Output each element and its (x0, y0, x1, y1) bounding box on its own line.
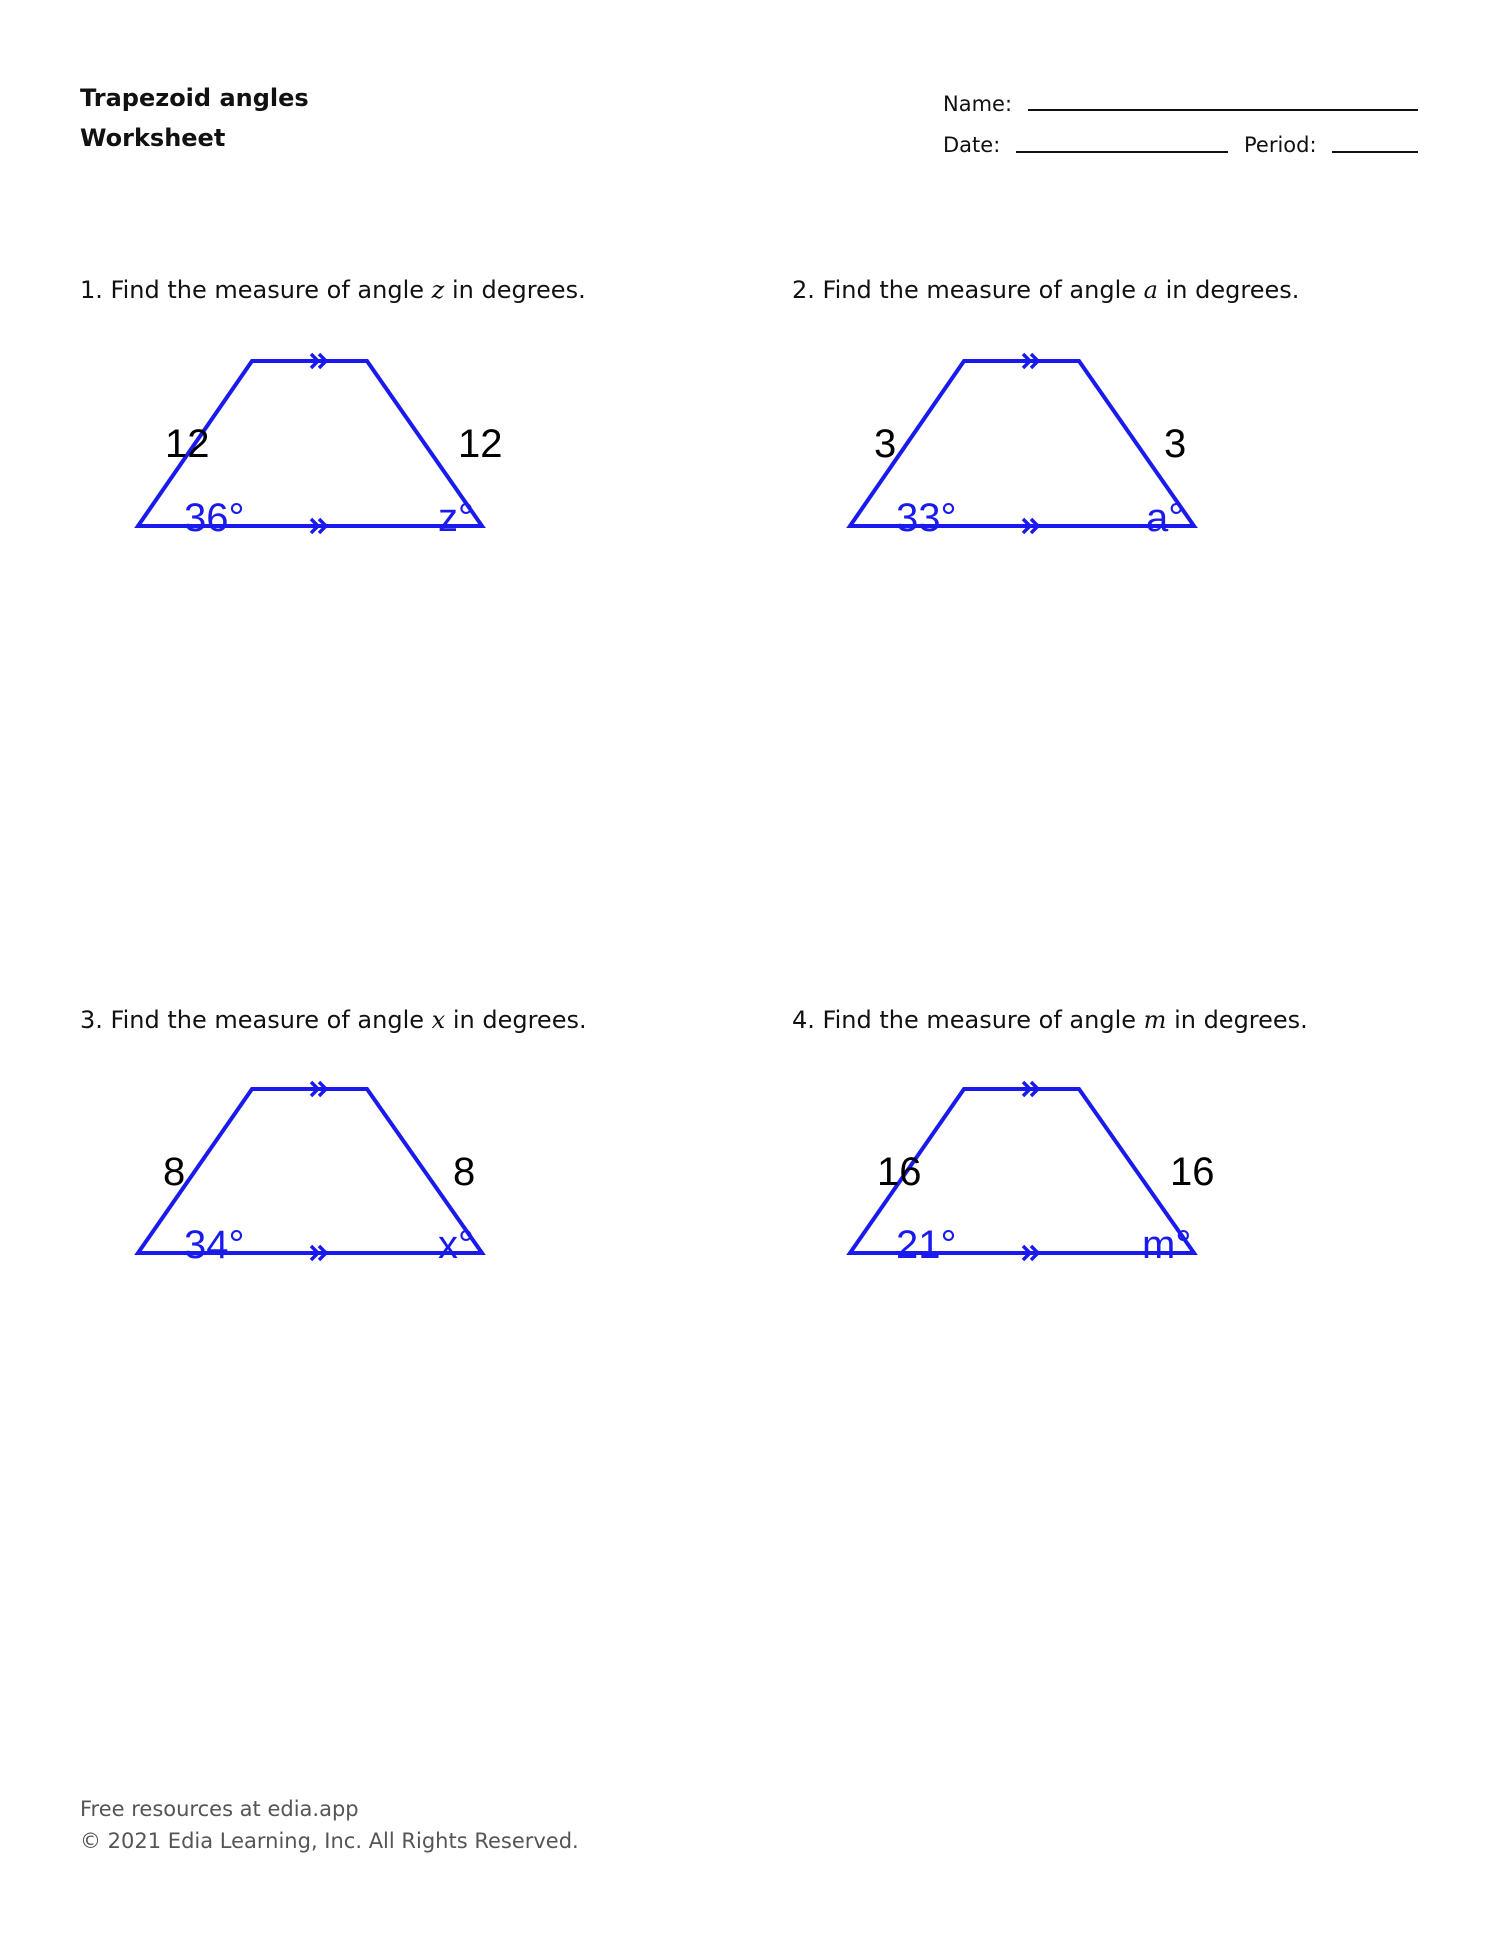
period-label: Period: (1244, 133, 1317, 157)
problem-3-question (80, 1006, 587, 1034)
problem-number: 1. (80, 276, 103, 304)
problem-number: 2. (792, 276, 815, 304)
problem-4-trapezoid (832, 1070, 1332, 1310)
given-angle: 33° (896, 496, 957, 540)
question-suffix: in degrees. (452, 1006, 587, 1034)
parallel-marker-icon (1023, 354, 1038, 533)
trapezoid-shape (120, 1070, 620, 1310)
side-length-right: 3 (1164, 422, 1187, 466)
unknown-angle: m° (1142, 1223, 1192, 1267)
period-field-line[interactable] (1332, 151, 1418, 153)
question-prefix: Find the measure of angle (110, 276, 425, 304)
problem-number: 4. (792, 1006, 815, 1034)
date-field-line[interactable] (1016, 151, 1228, 153)
given-angle: 34° (184, 1223, 245, 1267)
problem-1-trapezoid (120, 340, 620, 580)
date-label: Date: (943, 133, 1001, 157)
problem-2-question (792, 276, 1299, 304)
side-length-left: 12 (165, 422, 210, 466)
question-prefix: Find the measure of angle (822, 276, 1137, 304)
question-suffix: in degrees. (1174, 1006, 1308, 1034)
unknown-angle: z° (438, 496, 474, 540)
side-length-left: 3 (874, 422, 897, 466)
side-length-left: 16 (877, 1150, 922, 1194)
angle-variable: a (1143, 276, 1158, 304)
name-field-line[interactable] (1028, 109, 1418, 111)
side-length-right: 8 (453, 1150, 476, 1194)
footer-copyright: © 2021 Edia Learning, Inc. All Rights Reserved. (80, 1829, 579, 1853)
problem-1-question (80, 276, 586, 304)
footer-resources: Free resources at edia.app (80, 1797, 359, 1821)
given-angle: 36° (184, 496, 245, 540)
unknown-angle: x° (438, 1223, 474, 1267)
parallel-marker-icon (1023, 1082, 1038, 1260)
given-angle: 21° (896, 1223, 957, 1267)
side-length-left: 8 (163, 1150, 186, 1194)
side-length-right: 16 (1170, 1150, 1215, 1194)
side-length-right: 12 (458, 422, 503, 466)
problem-2-trapezoid (832, 340, 1332, 580)
question-suffix: in degrees. (451, 276, 586, 304)
question-suffix: in degrees. (1165, 276, 1300, 304)
question-prefix: Find the measure of angle (110, 1006, 425, 1034)
parallel-marker-icon (311, 1082, 326, 1260)
angle-variable: x (431, 1006, 446, 1034)
problem-3-trapezoid (120, 1070, 620, 1310)
question-prefix: Find the measure of angle (822, 1006, 1137, 1034)
problem-number: 3. (80, 1006, 103, 1034)
problem-4-question (792, 1006, 1308, 1034)
name-label: Name: (943, 92, 1013, 116)
worksheet-subtitle: Worksheet (80, 124, 226, 152)
angle-variable: m (1143, 1006, 1167, 1034)
worksheet-title: Trapezoid angles (80, 84, 309, 112)
angle-variable: z (431, 276, 445, 304)
unknown-angle: a° (1146, 496, 1185, 540)
parallel-marker-icon (311, 354, 326, 533)
trapezoid-shape (832, 340, 1332, 580)
